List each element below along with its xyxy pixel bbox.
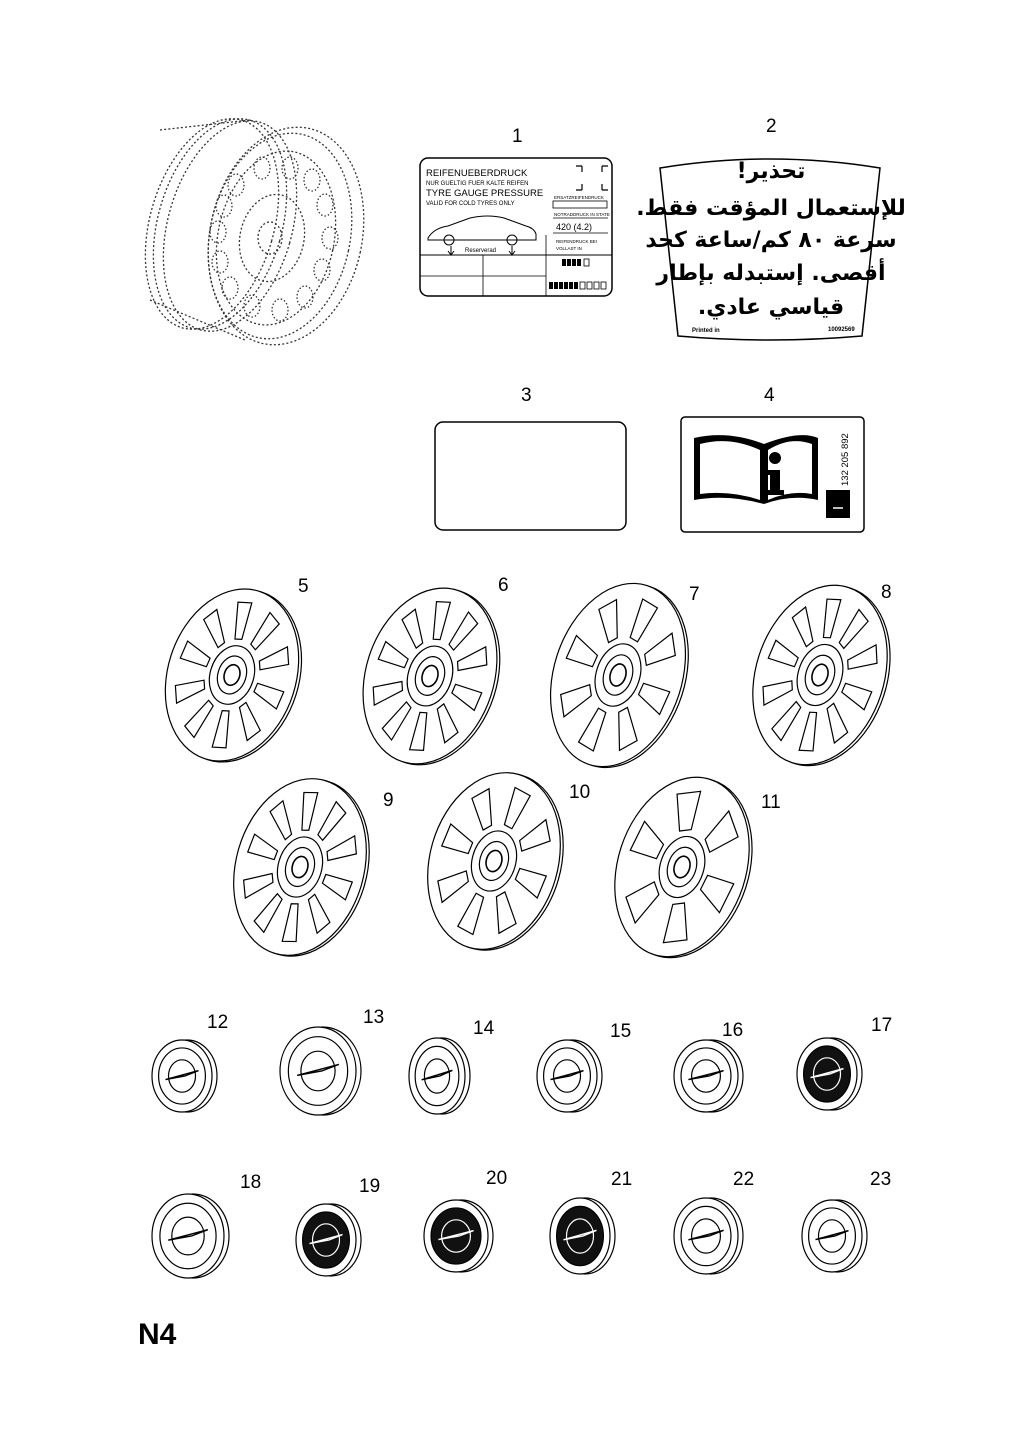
center-cap-16 — [674, 1040, 743, 1112]
part-number-18: 18 — [240, 1172, 262, 1193]
part-number-3: 3 — [521, 385, 532, 406]
part-number-7: 7 — [689, 584, 700, 605]
warning-line-1: تحذير! — [736, 159, 806, 184]
tyre-label-box3: REIFENDRUCK BEI — [556, 239, 598, 244]
part-number-2: 2 — [766, 116, 777, 137]
part-number-1: 1 — [512, 126, 523, 147]
part-number-8: 8 — [881, 582, 892, 603]
tyre-label-box2: NOTRADDRUCK IN STATE — [554, 212, 610, 217]
part-number-10: 10 — [569, 782, 591, 803]
center-cap-20 — [424, 1200, 493, 1272]
center-cap-15 — [537, 1040, 602, 1112]
center-cap-14 — [409, 1038, 470, 1114]
part-number-21: 21 — [611, 1169, 633, 1190]
warning-line-4: أقصى. إستبدله بإطار — [656, 261, 886, 286]
center-cap-23 — [802, 1200, 867, 1272]
part-number-16: 16 — [722, 1020, 744, 1041]
center-caps — [152, 1027, 867, 1278]
warning-line-3: سرعة ٨٠ كم/ساعة كحد — [645, 228, 897, 253]
center-cap-22 — [674, 1198, 743, 1274]
part-number-5: 5 — [298, 576, 309, 597]
part-number-12: 12 — [207, 1012, 229, 1033]
part-number-23: 23 — [870, 1169, 892, 1190]
tyre-label-title: TYRE GAUGE PRESSURE — [426, 188, 544, 199]
warning-code: 10092569 — [828, 327, 855, 333]
tyre-label-subheading: NUR GUELTIG FUER KALTE REIFEN — [426, 181, 529, 187]
wheel-cover-10 — [408, 757, 584, 966]
spare-wheel-illustration — [123, 103, 384, 359]
warning-line-2: للإستعمال المؤقت فقط. — [636, 196, 906, 221]
wheel-covers — [144, 566, 912, 975]
part-number-13: 13 — [363, 1007, 385, 1028]
part-number-14: 14 — [473, 1018, 495, 1039]
part-number-6: 6 — [498, 575, 509, 596]
part-number-17: 17 — [871, 1015, 893, 1036]
wheel-cover-9 — [214, 763, 390, 972]
center-cap-13 — [280, 1027, 361, 1115]
info-label-part-code: 132 205 892 — [840, 433, 851, 486]
wheel-cover-11 — [593, 760, 774, 975]
center-cap-12 — [152, 1040, 217, 1112]
center-cap-21 — [550, 1198, 615, 1274]
tyre-pressure-label — [420, 158, 612, 296]
wheel-cover-6 — [341, 571, 521, 783]
center-cap-19 — [296, 1204, 361, 1276]
wheel-cover-5 — [144, 572, 323, 780]
tyre-label-car-caption: Reserverad — [465, 248, 497, 254]
tyre-label-box1: ERSATZREIFENDRUCK — [554, 195, 604, 200]
part-number-19: 19 — [359, 1176, 381, 1197]
part-number-4: 4 — [764, 385, 775, 406]
center-cap-17 — [797, 1038, 862, 1110]
part-number-15: 15 — [610, 1021, 632, 1042]
section-label: N4 — [138, 1318, 177, 1351]
arabic-warning-label — [636, 159, 906, 340]
wheel-cover-7 — [528, 566, 711, 785]
owners-manual-info-label — [681, 417, 864, 532]
warning-printed-in: Printed in — [692, 328, 720, 334]
warning-line-5: قياسي عادي. — [697, 295, 845, 320]
tyre-label-subtitle: VALID FOR COLD TYRES ONLY — [426, 201, 515, 207]
part-number-20: 20 — [486, 1168, 508, 1189]
part-number-11: 11 — [761, 792, 781, 813]
tyre-label-box3b: VOLLAST IN — [556, 246, 582, 251]
center-cap-18 — [152, 1194, 229, 1278]
tyre-label-value: 420 (4.2) — [556, 222, 593, 232]
info-icon — [769, 452, 781, 464]
blank-label — [435, 422, 626, 530]
part-number-9: 9 — [383, 790, 394, 811]
part-number-22: 22 — [733, 1169, 755, 1190]
tyre-label-heading: REIFENUEBERDRUCK — [426, 168, 528, 179]
